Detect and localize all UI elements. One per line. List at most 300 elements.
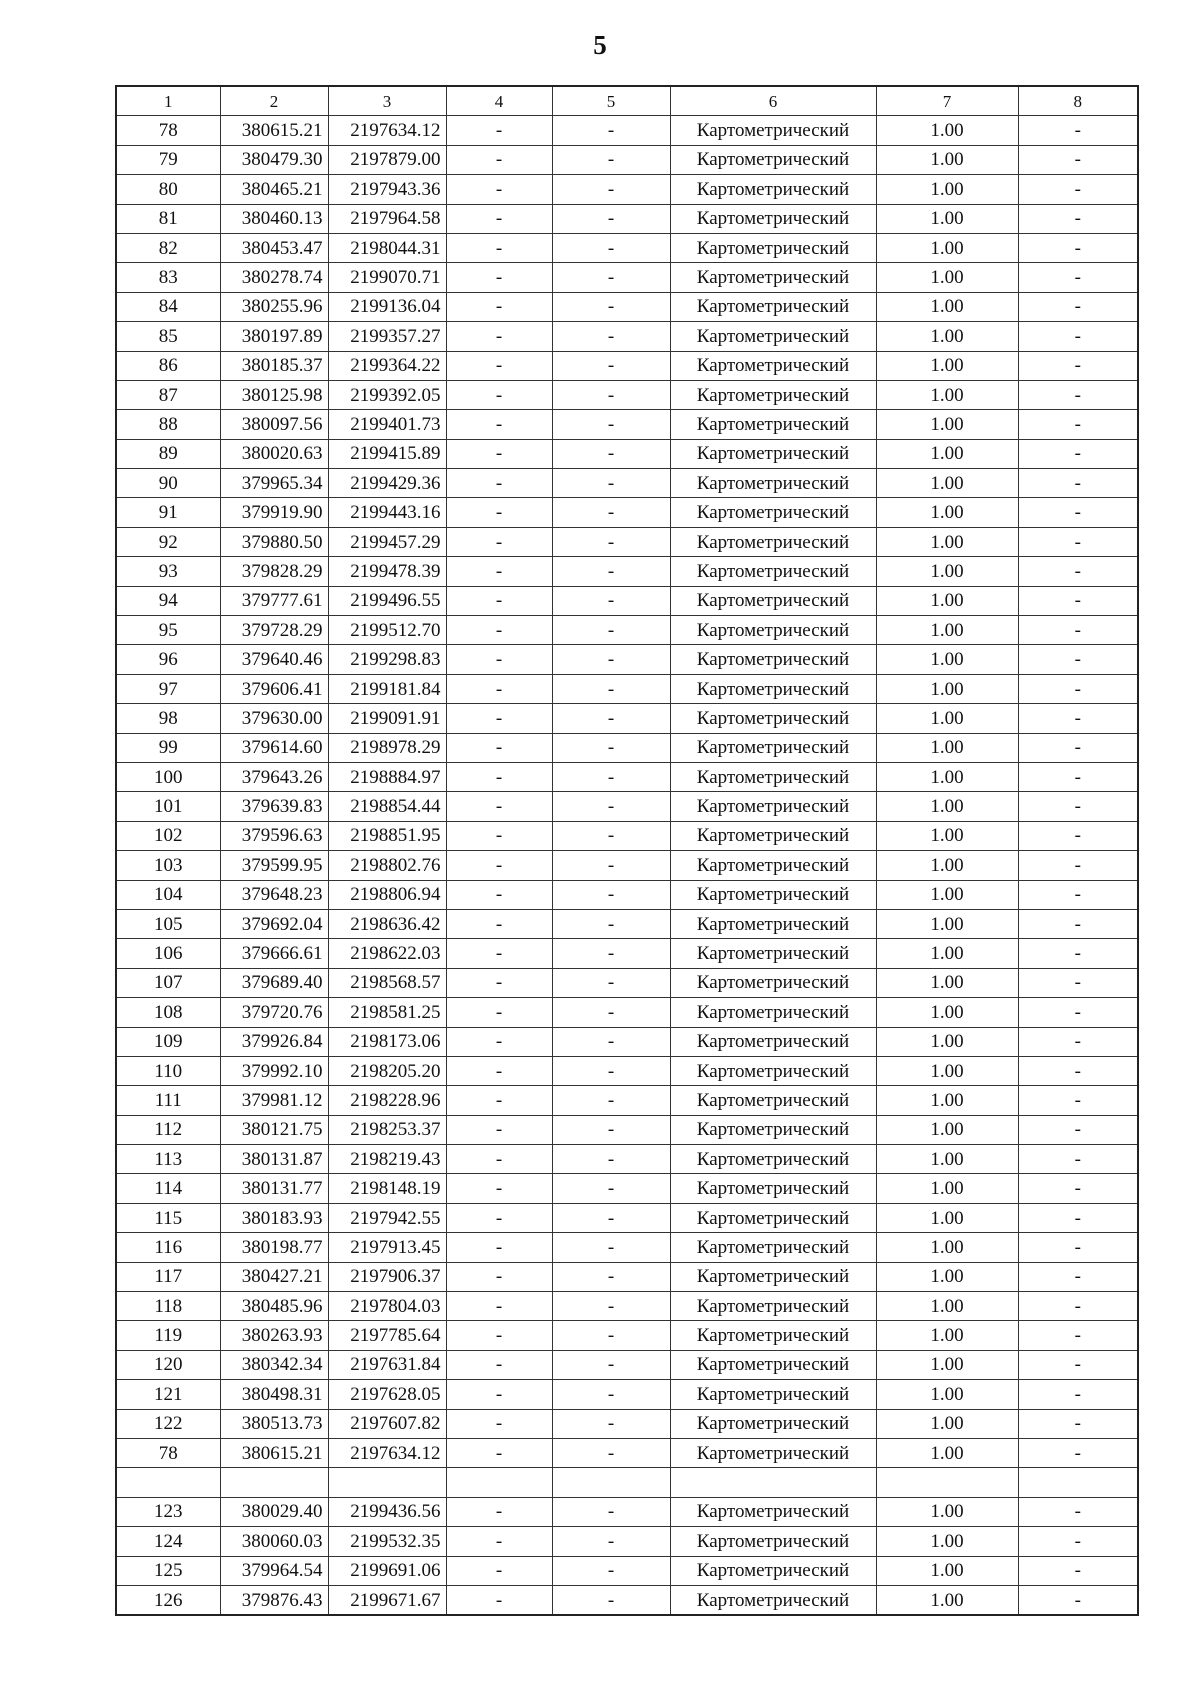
method-cell: Картометрический [670, 1438, 876, 1467]
column-4-cell: - [446, 469, 552, 498]
column-4-cell: - [446, 145, 552, 174]
column-5-cell: - [552, 263, 670, 292]
column-4-cell: - [446, 762, 552, 791]
column-4-cell: - [446, 380, 552, 409]
column-8-cell: - [1018, 557, 1138, 586]
column-5-cell: - [552, 116, 670, 145]
y-coordinate-cell: 2199415.89 [328, 439, 446, 468]
column-4-cell: - [446, 557, 552, 586]
table-row [116, 204, 1138, 233]
table-row [116, 968, 1138, 997]
y-coordinate-cell: 2198219.43 [328, 1145, 446, 1174]
point-number-cell: 80 [116, 175, 220, 204]
column-8-cell: - [1018, 1438, 1138, 1467]
accuracy-cell: 1.00 [876, 704, 1018, 733]
column-header: 6 [670, 86, 876, 116]
method-cell: Картометрический [670, 616, 876, 645]
column-8-cell: - [1018, 1527, 1138, 1556]
accuracy-cell: 1.00 [876, 1556, 1018, 1585]
column-5-cell: - [552, 909, 670, 938]
column-8-cell: - [1018, 439, 1138, 468]
method-cell: Картометрический [670, 586, 876, 615]
point-number-cell: 124 [116, 1527, 220, 1556]
y-coordinate-cell: 2197942.55 [328, 1203, 446, 1232]
point-number-cell: 83 [116, 263, 220, 292]
method-cell: Картометрический [670, 939, 876, 968]
column-4-cell: - [446, 1027, 552, 1056]
column-8-cell: - [1018, 1292, 1138, 1321]
point-number-cell: 93 [116, 557, 220, 586]
column-8-cell: - [1018, 498, 1138, 527]
column-8-cell: - [1018, 998, 1138, 1027]
column-4-cell: - [446, 645, 552, 674]
column-4-cell: - [446, 1233, 552, 1262]
column-4-cell [446, 1468, 552, 1497]
column-8-cell: - [1018, 1497, 1138, 1526]
y-coordinate-cell: 2198884.97 [328, 762, 446, 791]
accuracy-cell: 1.00 [876, 439, 1018, 468]
column-5-cell: - [552, 469, 670, 498]
column-4-cell: - [446, 233, 552, 262]
table-row [116, 998, 1138, 1027]
method-cell: Картометрический [670, 1585, 876, 1615]
column-5-cell: - [552, 1233, 670, 1262]
accuracy-cell: 1.00 [876, 557, 1018, 586]
accuracy-cell: 1.00 [876, 674, 1018, 703]
column-5-cell: - [552, 380, 670, 409]
x-coordinate-cell: 380498.31 [220, 1380, 328, 1409]
column-4-cell: - [446, 968, 552, 997]
column-8-cell: - [1018, 233, 1138, 262]
method-cell: Картометрический [670, 674, 876, 703]
method-cell: Картометрический [670, 263, 876, 292]
point-number-cell: 119 [116, 1321, 220, 1350]
column-4-cell: - [446, 1262, 552, 1291]
table-row [116, 1438, 1138, 1467]
y-coordinate-cell: 2199512.70 [328, 616, 446, 645]
method-cell: Картометрический [670, 704, 876, 733]
method-cell: Картометрический [670, 1145, 876, 1174]
column-8-cell: - [1018, 968, 1138, 997]
column-4-cell: - [446, 909, 552, 938]
y-coordinate-cell: 2199457.29 [328, 527, 446, 556]
table-row [116, 586, 1138, 615]
accuracy-cell: 1.00 [876, 1174, 1018, 1203]
column-4-cell: - [446, 1409, 552, 1438]
accuracy-cell: 1.00 [876, 1086, 1018, 1115]
column-8-cell: - [1018, 410, 1138, 439]
column-8-cell: - [1018, 175, 1138, 204]
column-8-cell: - [1018, 1409, 1138, 1438]
table-row [116, 909, 1138, 938]
method-cell: Картометрический [670, 645, 876, 674]
y-coordinate-cell: 2197943.36 [328, 175, 446, 204]
column-8-cell: - [1018, 704, 1138, 733]
column-8-cell: - [1018, 1350, 1138, 1379]
accuracy-cell: 1.00 [876, 410, 1018, 439]
table-row [116, 880, 1138, 909]
column-8-cell: - [1018, 645, 1138, 674]
column-5-cell: - [552, 792, 670, 821]
table-row [116, 1203, 1138, 1232]
accuracy-cell: 1.00 [876, 1438, 1018, 1467]
x-coordinate-cell: 380427.21 [220, 1262, 328, 1291]
column-8-cell: - [1018, 1145, 1138, 1174]
accuracy-cell: 1.00 [876, 1350, 1018, 1379]
x-coordinate-cell: 380097.56 [220, 410, 328, 439]
point-number-cell: 102 [116, 821, 220, 850]
x-coordinate-cell: 380485.96 [220, 1292, 328, 1321]
method-cell: Картометрический [670, 1292, 876, 1321]
column-header: 2 [220, 86, 328, 116]
y-coordinate-cell: 2198851.95 [328, 821, 446, 850]
column-5-cell: - [552, 1056, 670, 1085]
table-row [116, 1115, 1138, 1144]
accuracy-cell: 1.00 [876, 469, 1018, 498]
point-number-cell: 114 [116, 1174, 220, 1203]
y-coordinate-cell: 2199364.22 [328, 351, 446, 380]
column-5-cell: - [552, 998, 670, 1027]
accuracy-cell: 1.00 [876, 1321, 1018, 1350]
y-coordinate-cell: 2199091.91 [328, 704, 446, 733]
table-row [116, 733, 1138, 762]
column-5-cell: - [552, 1145, 670, 1174]
column-4-cell: - [446, 116, 552, 145]
x-coordinate-cell: 380131.87 [220, 1145, 328, 1174]
accuracy-cell: 1.00 [876, 792, 1018, 821]
method-cell: Картометрический [670, 1497, 876, 1526]
accuracy-cell: 1.00 [876, 175, 1018, 204]
point-number-cell: 79 [116, 145, 220, 174]
point-number-cell: 118 [116, 1292, 220, 1321]
table-row [116, 292, 1138, 321]
column-8-cell: - [1018, 851, 1138, 880]
point-number-cell: 113 [116, 1145, 220, 1174]
column-5-cell: - [552, 1203, 670, 1232]
x-coordinate-cell: 379643.26 [220, 762, 328, 791]
column-4-cell: - [446, 351, 552, 380]
y-coordinate-cell: 2199357.27 [328, 322, 446, 351]
method-cell: Картометрический [670, 1174, 876, 1203]
point-number-cell: 84 [116, 292, 220, 321]
y-coordinate-cell: 2197804.03 [328, 1292, 446, 1321]
column-8-cell: - [1018, 351, 1138, 380]
x-coordinate-cell: 380197.89 [220, 322, 328, 351]
column-8-cell: - [1018, 380, 1138, 409]
y-coordinate-cell: 2197628.05 [328, 1380, 446, 1409]
method-cell: Картометрический [670, 909, 876, 938]
y-coordinate-cell: 2198148.19 [328, 1174, 446, 1203]
table-row [116, 469, 1138, 498]
accuracy-cell: 1.00 [876, 527, 1018, 556]
point-number-cell: 92 [116, 527, 220, 556]
point-number-cell: 121 [116, 1380, 220, 1409]
column-8-cell: - [1018, 674, 1138, 703]
column-5-cell: - [552, 1380, 670, 1409]
column-4-cell: - [446, 1497, 552, 1526]
point-number-cell: 78 [116, 1438, 220, 1467]
column-5-cell: - [552, 410, 670, 439]
accuracy-cell: 1.00 [876, 851, 1018, 880]
accuracy-cell: 1.00 [876, 233, 1018, 262]
accuracy-cell: 1.00 [876, 762, 1018, 791]
point-number-cell: 116 [116, 1233, 220, 1262]
y-coordinate-cell: 2199436.56 [328, 1497, 446, 1526]
x-coordinate-cell: 380615.21 [220, 1438, 328, 1467]
point-number-cell: 81 [116, 204, 220, 233]
column-5-cell: - [552, 1027, 670, 1056]
method-cell: Картометрический [670, 1350, 876, 1379]
column-8-cell: - [1018, 1115, 1138, 1144]
x-coordinate-cell: 379689.40 [220, 968, 328, 997]
table-body [116, 116, 1138, 1615]
column-4-cell: - [446, 704, 552, 733]
x-coordinate-cell: 379965.34 [220, 469, 328, 498]
column-5-cell: - [552, 351, 670, 380]
x-coordinate-cell: 380453.47 [220, 233, 328, 262]
accuracy-cell: 1.00 [876, 204, 1018, 233]
accuracy-cell: 1.00 [876, 322, 1018, 351]
table-row [116, 527, 1138, 556]
accuracy-cell: 1.00 [876, 880, 1018, 909]
column-8-cell: - [1018, 762, 1138, 791]
x-coordinate-cell: 379599.95 [220, 851, 328, 880]
table-row [116, 351, 1138, 380]
method-cell: Картометрический [670, 439, 876, 468]
table-row [116, 1086, 1138, 1115]
column-5-cell: - [552, 616, 670, 645]
y-coordinate-cell: 2199532.35 [328, 1527, 446, 1556]
point-number-cell: 96 [116, 645, 220, 674]
table-row [116, 1321, 1138, 1350]
column-header: 4 [446, 86, 552, 116]
column-4-cell: - [446, 439, 552, 468]
table-row [116, 380, 1138, 409]
table-row [116, 1174, 1138, 1203]
column-5-cell: - [552, 968, 670, 997]
point-number-cell: 98 [116, 704, 220, 733]
y-coordinate-cell: 2198253.37 [328, 1115, 446, 1144]
x-coordinate-cell: 379964.54 [220, 1556, 328, 1585]
y-coordinate-cell: 2199392.05 [328, 380, 446, 409]
column-8-cell: - [1018, 1233, 1138, 1262]
y-coordinate-cell: 2197906.37 [328, 1262, 446, 1291]
column-4-cell: - [446, 1556, 552, 1585]
y-coordinate-cell: 2198802.76 [328, 851, 446, 880]
accuracy-cell [876, 1468, 1018, 1497]
accuracy-cell: 1.00 [876, 498, 1018, 527]
x-coordinate-cell: 379606.41 [220, 674, 328, 703]
column-5-cell: - [552, 645, 670, 674]
x-coordinate-cell: 380060.03 [220, 1527, 328, 1556]
column-8-cell: - [1018, 909, 1138, 938]
column-8-cell: - [1018, 1556, 1138, 1585]
x-coordinate-cell: 379876.43 [220, 1585, 328, 1615]
point-number-cell: 88 [116, 410, 220, 439]
column-5-cell: - [552, 1527, 670, 1556]
column-5-cell: - [552, 733, 670, 762]
point-number-cell: 94 [116, 586, 220, 615]
column-5-cell: - [552, 1409, 670, 1438]
table-row [116, 616, 1138, 645]
point-number-cell: 99 [116, 733, 220, 762]
accuracy-cell: 1.00 [876, 292, 1018, 321]
x-coordinate-cell: 379666.61 [220, 939, 328, 968]
x-coordinate-cell: 379880.50 [220, 527, 328, 556]
column-header: 5 [552, 86, 670, 116]
column-5-cell: - [552, 1585, 670, 1615]
accuracy-cell: 1.00 [876, 939, 1018, 968]
y-coordinate-cell: 2198636.42 [328, 909, 446, 938]
x-coordinate-cell: 379692.04 [220, 909, 328, 938]
column-4-cell: - [446, 1438, 552, 1467]
table-row [116, 762, 1138, 791]
column-4-cell: - [446, 1115, 552, 1144]
x-coordinate-cell: 380198.77 [220, 1233, 328, 1262]
method-cell: Картометрический [670, 1115, 876, 1144]
point-number-cell: 86 [116, 351, 220, 380]
y-coordinate-cell: 2197964.58 [328, 204, 446, 233]
method-cell: Картометрический [670, 880, 876, 909]
column-4-cell: - [446, 410, 552, 439]
accuracy-cell: 1.00 [876, 1292, 1018, 1321]
y-coordinate-cell [328, 1468, 446, 1497]
column-5-cell: - [552, 1292, 670, 1321]
column-4-cell: - [446, 880, 552, 909]
point-number-cell: 82 [116, 233, 220, 262]
point-number-cell: 95 [116, 616, 220, 645]
method-cell: Картометрический [670, 557, 876, 586]
method-cell: Картометрический [670, 998, 876, 1027]
method-cell: Картометрический [670, 116, 876, 145]
column-8-cell: - [1018, 616, 1138, 645]
y-coordinate-cell: 2198581.25 [328, 998, 446, 1027]
table-row [116, 1027, 1138, 1056]
column-4-cell: - [446, 1380, 552, 1409]
accuracy-cell: 1.00 [876, 145, 1018, 174]
x-coordinate-cell: 380125.98 [220, 380, 328, 409]
column-8-cell: - [1018, 116, 1138, 145]
method-cell: Картометрический [670, 527, 876, 556]
column-4-cell: - [446, 1203, 552, 1232]
table-row [116, 498, 1138, 527]
accuracy-cell: 1.00 [876, 909, 1018, 938]
column-5-cell: - [552, 851, 670, 880]
method-cell: Картометрический [670, 1262, 876, 1291]
point-number-cell: 105 [116, 909, 220, 938]
column-8-cell: - [1018, 1056, 1138, 1085]
accuracy-cell: 1.00 [876, 1027, 1018, 1056]
column-8-cell: - [1018, 821, 1138, 850]
y-coordinate-cell: 2199671.67 [328, 1585, 446, 1615]
column-4-cell: - [446, 851, 552, 880]
x-coordinate-cell: 379639.83 [220, 792, 328, 821]
x-coordinate-cell: 380255.96 [220, 292, 328, 321]
method-cell: Картометрический [670, 762, 876, 791]
point-number-cell: 107 [116, 968, 220, 997]
point-number-cell: 111 [116, 1086, 220, 1115]
column-5-cell: - [552, 821, 670, 850]
y-coordinate-cell: 2198978.29 [328, 733, 446, 762]
column-4-cell: - [446, 1321, 552, 1350]
accuracy-cell: 1.00 [876, 1497, 1018, 1526]
column-4-cell: - [446, 263, 552, 292]
accuracy-cell: 1.00 [876, 645, 1018, 674]
table-row [116, 145, 1138, 174]
table-row [116, 939, 1138, 968]
table-row [116, 851, 1138, 880]
column-5-cell: - [552, 1350, 670, 1379]
column-8-cell [1018, 1468, 1138, 1497]
column-4-cell: - [446, 733, 552, 762]
column-5-cell: - [552, 1086, 670, 1115]
table-row [116, 1292, 1138, 1321]
column-8-cell: - [1018, 733, 1138, 762]
accuracy-cell: 1.00 [876, 1380, 1018, 1409]
method-cell: Картометрический [670, 175, 876, 204]
column-8-cell: - [1018, 469, 1138, 498]
y-coordinate-cell: 2199401.73 [328, 410, 446, 439]
accuracy-cell: 1.00 [876, 733, 1018, 762]
accuracy-cell: 1.00 [876, 1527, 1018, 1556]
column-5-cell: - [552, 233, 670, 262]
method-cell: Картометрический [670, 1380, 876, 1409]
column-5-cell: - [552, 145, 670, 174]
column-8-cell: - [1018, 1027, 1138, 1056]
x-coordinate-cell: 380278.74 [220, 263, 328, 292]
table-row [116, 1468, 1138, 1497]
x-coordinate-cell: 380479.30 [220, 145, 328, 174]
method-cell: Картометрический [670, 1409, 876, 1438]
x-coordinate-cell: 380615.21 [220, 116, 328, 145]
x-coordinate-cell: 380121.75 [220, 1115, 328, 1144]
column-8-cell: - [1018, 1086, 1138, 1115]
column-8-cell: - [1018, 880, 1138, 909]
accuracy-cell: 1.00 [876, 616, 1018, 645]
column-8-cell: - [1018, 1585, 1138, 1615]
method-cell: Картометрический [670, 1527, 876, 1556]
column-4-cell: - [446, 1350, 552, 1379]
column-4-cell: - [446, 586, 552, 615]
column-8-cell: - [1018, 939, 1138, 968]
method-cell: Картометрический [670, 733, 876, 762]
column-4-cell: - [446, 1292, 552, 1321]
point-number-cell: 120 [116, 1350, 220, 1379]
column-5-cell: - [552, 439, 670, 468]
column-5-cell: - [552, 498, 670, 527]
column-4-cell: - [446, 322, 552, 351]
column-5-cell: - [552, 1262, 670, 1291]
column-header: 8 [1018, 86, 1138, 116]
method-cell: Картометрический [670, 322, 876, 351]
table-row [116, 557, 1138, 586]
column-8-cell: - [1018, 145, 1138, 174]
column-4-cell: - [446, 498, 552, 527]
column-8-cell: - [1018, 1262, 1138, 1291]
table-header-row [116, 86, 1138, 116]
y-coordinate-cell: 2199429.36 [328, 469, 446, 498]
point-number-cell: 123 [116, 1497, 220, 1526]
x-coordinate-cell: 380465.21 [220, 175, 328, 204]
x-coordinate-cell: 380263.93 [220, 1321, 328, 1350]
point-number-cell: 101 [116, 792, 220, 821]
x-coordinate-cell: 379777.61 [220, 586, 328, 615]
table-row [116, 821, 1138, 850]
table-row [116, 116, 1138, 145]
method-cell [670, 1468, 876, 1497]
accuracy-cell: 1.00 [876, 1409, 1018, 1438]
table-row [116, 1585, 1138, 1615]
